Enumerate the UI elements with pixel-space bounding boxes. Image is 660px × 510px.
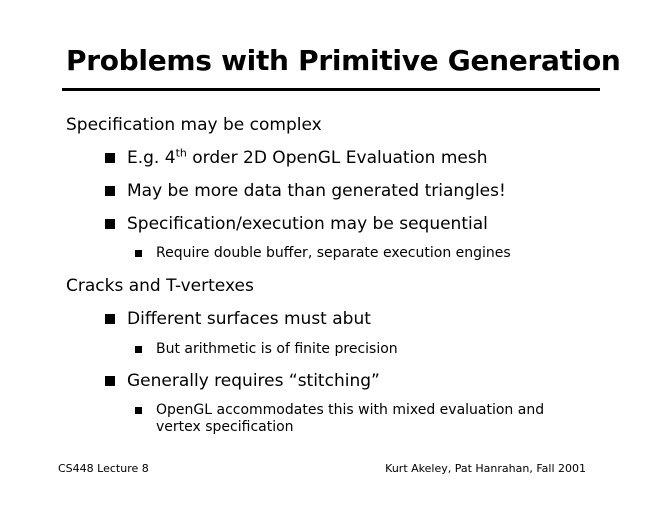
sub-bullet-text-line: vertex specification	[156, 419, 294, 435]
small-square-bullet-icon	[135, 346, 142, 353]
square-bullet-icon	[105, 153, 115, 163]
small-square-bullet-icon	[135, 250, 142, 257]
sub-bullet-item	[156, 402, 544, 436]
bullet-item	[127, 213, 488, 235]
sub-bullet-item	[156, 341, 398, 358]
title-divider	[62, 88, 600, 91]
bullet-item	[127, 180, 506, 202]
section-heading: Specification may be complex	[66, 115, 322, 135]
sub-bullet-text-line: OpenGL accommodates this with mixed evaluation and	[156, 402, 545, 418]
bullet-text: Different surfaces must abut	[127, 309, 371, 329]
bullet-item	[127, 147, 488, 169]
section-heading: Cracks and T-vertexes	[66, 276, 254, 296]
ordinal-suffix: th	[175, 146, 187, 160]
bullet-text-part: E.g. 4	[127, 148, 176, 168]
bullet-item	[127, 308, 371, 330]
square-bullet-icon	[105, 219, 115, 229]
square-bullet-icon	[105, 186, 115, 196]
square-bullet-icon	[105, 376, 115, 386]
square-bullet-icon	[105, 314, 115, 324]
sub-bullet-text: Require double buffer, separate execution engines	[156, 245, 511, 261]
sub-bullet-text: But arithmetic is of finite precision	[156, 341, 398, 357]
footer-course: CS448 Lecture 8	[58, 462, 149, 475]
footer-authors: Kurt Akeley, Pat Hanrahan, Fall 2001	[385, 462, 586, 475]
slide-title: Problems with Primitive Generation	[66, 44, 621, 77]
small-square-bullet-icon	[135, 407, 142, 414]
bullet-text: Specification/execution may be sequential	[127, 214, 488, 234]
bullet-text: May be more data than generated triangles!	[127, 181, 506, 201]
bullet-item	[127, 370, 380, 392]
bullet-text: Generally requires “stitching”	[127, 371, 380, 391]
bullet-text-part: order 2D OpenGL Evaluation mesh	[186, 148, 488, 168]
sub-bullet-item	[156, 245, 511, 262]
